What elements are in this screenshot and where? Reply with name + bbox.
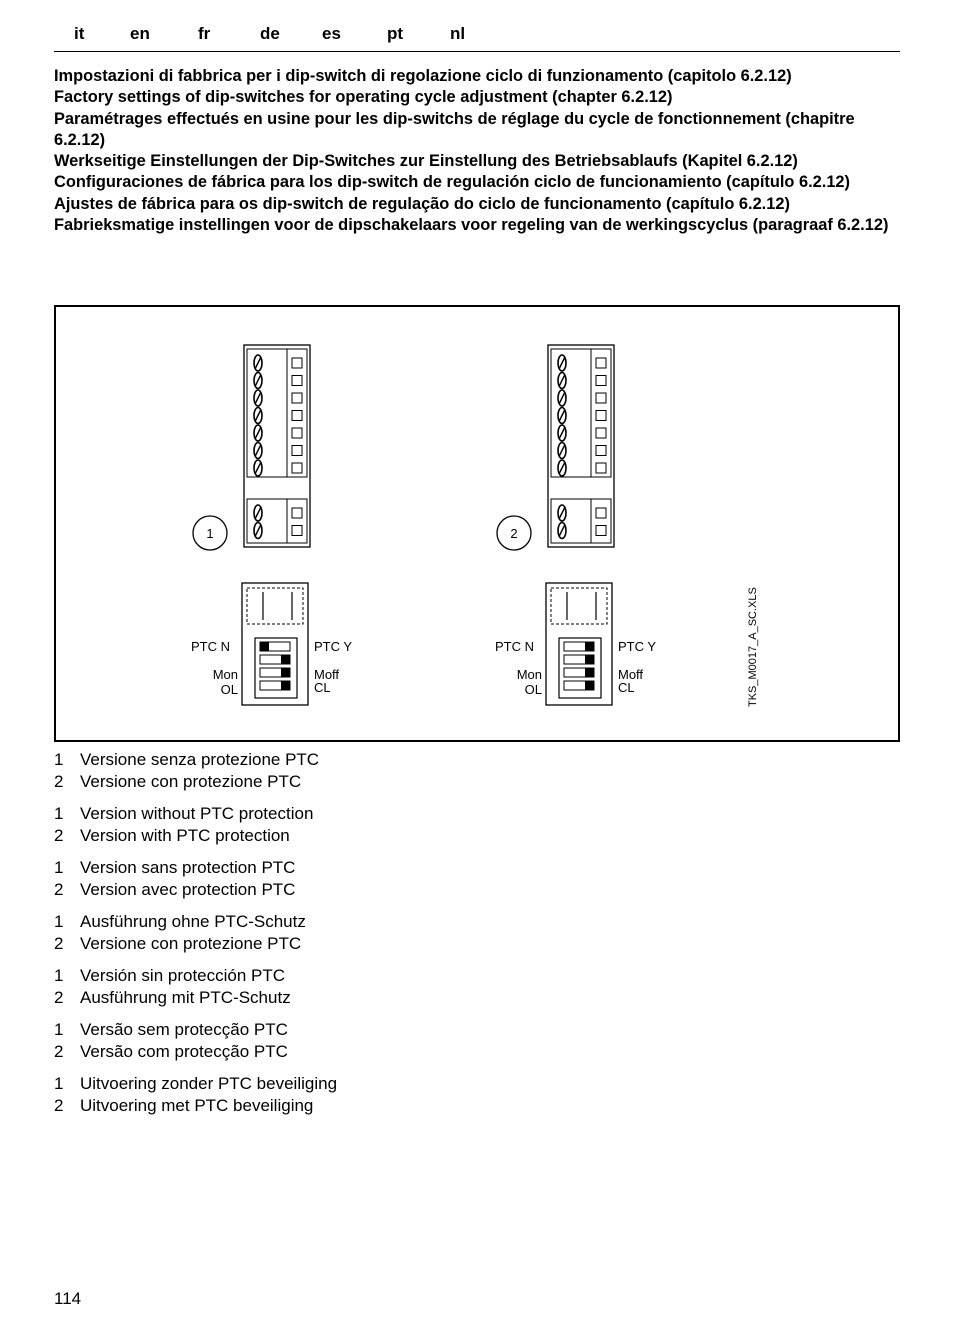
legend-item — [54, 1041, 754, 1063]
terminal-screw-slot — [255, 410, 261, 422]
heading-nl: Fabrieksmatige instellingen voor de dipschakelaars voor regeling van de werkingscyclus (paragraaf 6.2.12) — [54, 216, 889, 235]
terminal-screw-slot — [255, 357, 261, 369]
dip-switch-knob — [585, 642, 594, 651]
lang-es: es — [322, 24, 341, 43]
lang-en: en — [130, 24, 150, 43]
terminal-square — [292, 393, 302, 403]
legend-number: 1 — [54, 804, 64, 823]
heading-it: Impostazioni di fabbrica per i dip-switch di regolazione ciclo di funzionamento (capitolo 6.2.12) — [54, 67, 792, 85]
legend-item — [54, 1095, 754, 1117]
legend-item — [54, 933, 754, 955]
terminal-square — [596, 428, 606, 438]
legend-item — [54, 987, 754, 1009]
dip-switch-knob — [281, 681, 290, 690]
heading-en: Factory settings of dip-switches for operating cycle adjustment (chapter 6.2.12) — [54, 88, 673, 107]
legend-number: 2 — [54, 988, 64, 1007]
legend-text: Versione con protezione PTC — [80, 934, 302, 953]
section-headings — [54, 66, 900, 236]
label-mon: Mon — [516, 667, 542, 682]
dip-switch-diagram — [56, 307, 898, 740]
terminal-screw-slot — [255, 427, 261, 439]
dip-switch-knob — [585, 681, 594, 690]
heading-es: Configuraciones de fábrica para los dip-switch de regulación ciclo de funcionamiento (capítulo 6.2.12) — [54, 173, 851, 192]
label-moff: Moff — [618, 667, 644, 682]
terminal-square — [292, 446, 302, 456]
terminal-square — [292, 411, 302, 421]
terminal-screw-slot — [255, 375, 261, 387]
legend-text: Version with PTC protection — [80, 826, 290, 845]
terminal-square — [596, 411, 606, 421]
terminal-screw-slot — [559, 507, 565, 519]
label-cl: CL — [314, 680, 331, 695]
legend-item — [54, 749, 754, 771]
legend-text: Ausführung mit PTC-Schutz — [80, 988, 291, 1007]
legend-group-nl — [54, 1073, 754, 1117]
legend-item — [54, 857, 754, 879]
terminal-screw-slot — [559, 392, 565, 404]
terminal-square — [596, 508, 606, 518]
terminal-screw-slot — [255, 392, 261, 404]
legend-item — [54, 1019, 754, 1041]
legend-item — [54, 825, 754, 847]
callout-number: 1 — [206, 526, 214, 541]
heading-pt: Ajustes de fábrica para os dip-switch de regulação do ciclo de funcionamento (capítulo 6.2.12) — [54, 194, 790, 213]
label-ol: OL — [524, 682, 542, 697]
terminal-square — [596, 393, 606, 403]
legend-number: 1 — [54, 1020, 64, 1039]
page-number: 114 — [54, 1289, 82, 1308]
legend-text: Ausführung ohne PTC-Schutz — [80, 912, 306, 931]
legend-item — [54, 911, 754, 933]
terminal-screw-slot — [559, 375, 565, 387]
terminal-screw-slot — [559, 462, 565, 474]
legend-number: 1 — [54, 1074, 64, 1093]
heading-de: Werkseitige Einstellungen der Dip-Switches zur Einstellung des Betriebsablaufs (Kapitel 6.2.12) — [54, 152, 798, 171]
dip-switch-knob — [585, 655, 594, 664]
dip-switch-cover — [247, 588, 303, 624]
heading-fr: Paramétrages effectués en usine pour les dip-switchs de réglage du cycle de fonctionnement (chapitre 6.2.12) — [54, 109, 855, 149]
terminal-screw-slot — [559, 410, 565, 422]
terminal-screw-slot — [255, 525, 261, 537]
legend-item — [54, 879, 754, 901]
terminal-square — [292, 428, 302, 438]
lang-de: de — [260, 24, 280, 43]
legend-number: 2 — [54, 1042, 64, 1061]
terminal-square — [596, 526, 606, 536]
legend-number: 2 — [54, 826, 64, 845]
legend-text: Uitvoering met PTC beveiliging — [80, 1096, 314, 1115]
legend-item — [54, 965, 754, 987]
legend-text: Versão sem protecção PTC — [80, 1020, 288, 1039]
label-ptc-n: PTC N — [191, 639, 230, 654]
legend-text: Versione con protezione PTC — [80, 772, 302, 791]
controller-unit-1 — [191, 345, 352, 705]
legend-group-es — [54, 965, 754, 1009]
terminal-square — [292, 508, 302, 518]
legend-item — [54, 803, 754, 825]
language-bar — [54, 22, 900, 52]
legend-number: 1 — [54, 750, 64, 769]
dip-switch-knob — [281, 655, 290, 664]
legend-group-pt — [54, 1019, 754, 1063]
legend-group-it — [54, 749, 754, 793]
callout-number: 2 — [510, 526, 518, 541]
dip-switch-knob — [281, 668, 290, 677]
terminal-square — [292, 376, 302, 386]
label-moff: Moff — [314, 667, 340, 682]
legend-text: Versão com protecção PTC — [80, 1042, 288, 1061]
terminal-square — [596, 463, 606, 473]
lang-pt: pt — [387, 24, 404, 43]
terminal-square — [596, 376, 606, 386]
label-ptc-y: PTC Y — [314, 639, 353, 654]
legend-group-en — [54, 803, 754, 847]
terminal-square — [292, 358, 302, 368]
figure-code-label: TKS_M0017_A_SC.XLS — [747, 587, 759, 707]
terminal-square — [292, 463, 302, 473]
terminal-screw-slot — [559, 445, 565, 457]
dip-switch-figure — [54, 305, 900, 742]
lang-nl: nl — [450, 24, 466, 43]
lang-fr: fr — [198, 24, 211, 43]
controller-unit-2 — [495, 345, 656, 705]
legend-number: 1 — [54, 858, 64, 877]
legend-text: Version avec protection PTC — [80, 880, 296, 899]
legend-list — [54, 749, 754, 1127]
terminal-square — [596, 446, 606, 456]
label-ptc-y: PTC Y — [618, 639, 657, 654]
legend-group-de — [54, 911, 754, 955]
legend-group-fr — [54, 857, 754, 901]
legend-number: 1 — [54, 966, 64, 985]
terminal-screw-slot — [255, 507, 261, 519]
lang-it: it — [74, 24, 85, 43]
dip-switch-knob — [260, 642, 269, 651]
legend-number: 2 — [54, 880, 64, 899]
dip-switch-knob — [585, 668, 594, 677]
label-mon: Mon — [212, 667, 238, 682]
terminal-square — [596, 358, 606, 368]
label-ol: OL — [220, 682, 238, 697]
legend-number: 2 — [54, 772, 64, 791]
terminal-screw-slot — [559, 525, 565, 537]
legend-item — [54, 1073, 754, 1095]
legend-number: 2 — [54, 1096, 64, 1115]
legend-text: Version sans protection PTC — [80, 858, 296, 877]
terminal-screw-slot — [559, 427, 565, 439]
terminal-square — [292, 526, 302, 536]
dip-switch-cover — [551, 588, 607, 624]
legend-number: 2 — [54, 934, 64, 953]
legend-text: Versione senza protezione PTC — [80, 750, 320, 769]
legend-text: Version without PTC protection — [80, 804, 314, 823]
legend-number: 1 — [54, 912, 64, 931]
legend-text: Versión sin protección PTC — [80, 966, 286, 985]
label-ptc-n: PTC N — [495, 639, 534, 654]
terminal-screw-slot — [559, 357, 565, 369]
terminal-screw-slot — [255, 445, 261, 457]
terminal-screw-slot — [255, 462, 261, 474]
legend-item — [54, 771, 754, 793]
label-cl: CL — [618, 680, 635, 695]
legend-text: Uitvoering zonder PTC beveiliging — [80, 1074, 338, 1093]
